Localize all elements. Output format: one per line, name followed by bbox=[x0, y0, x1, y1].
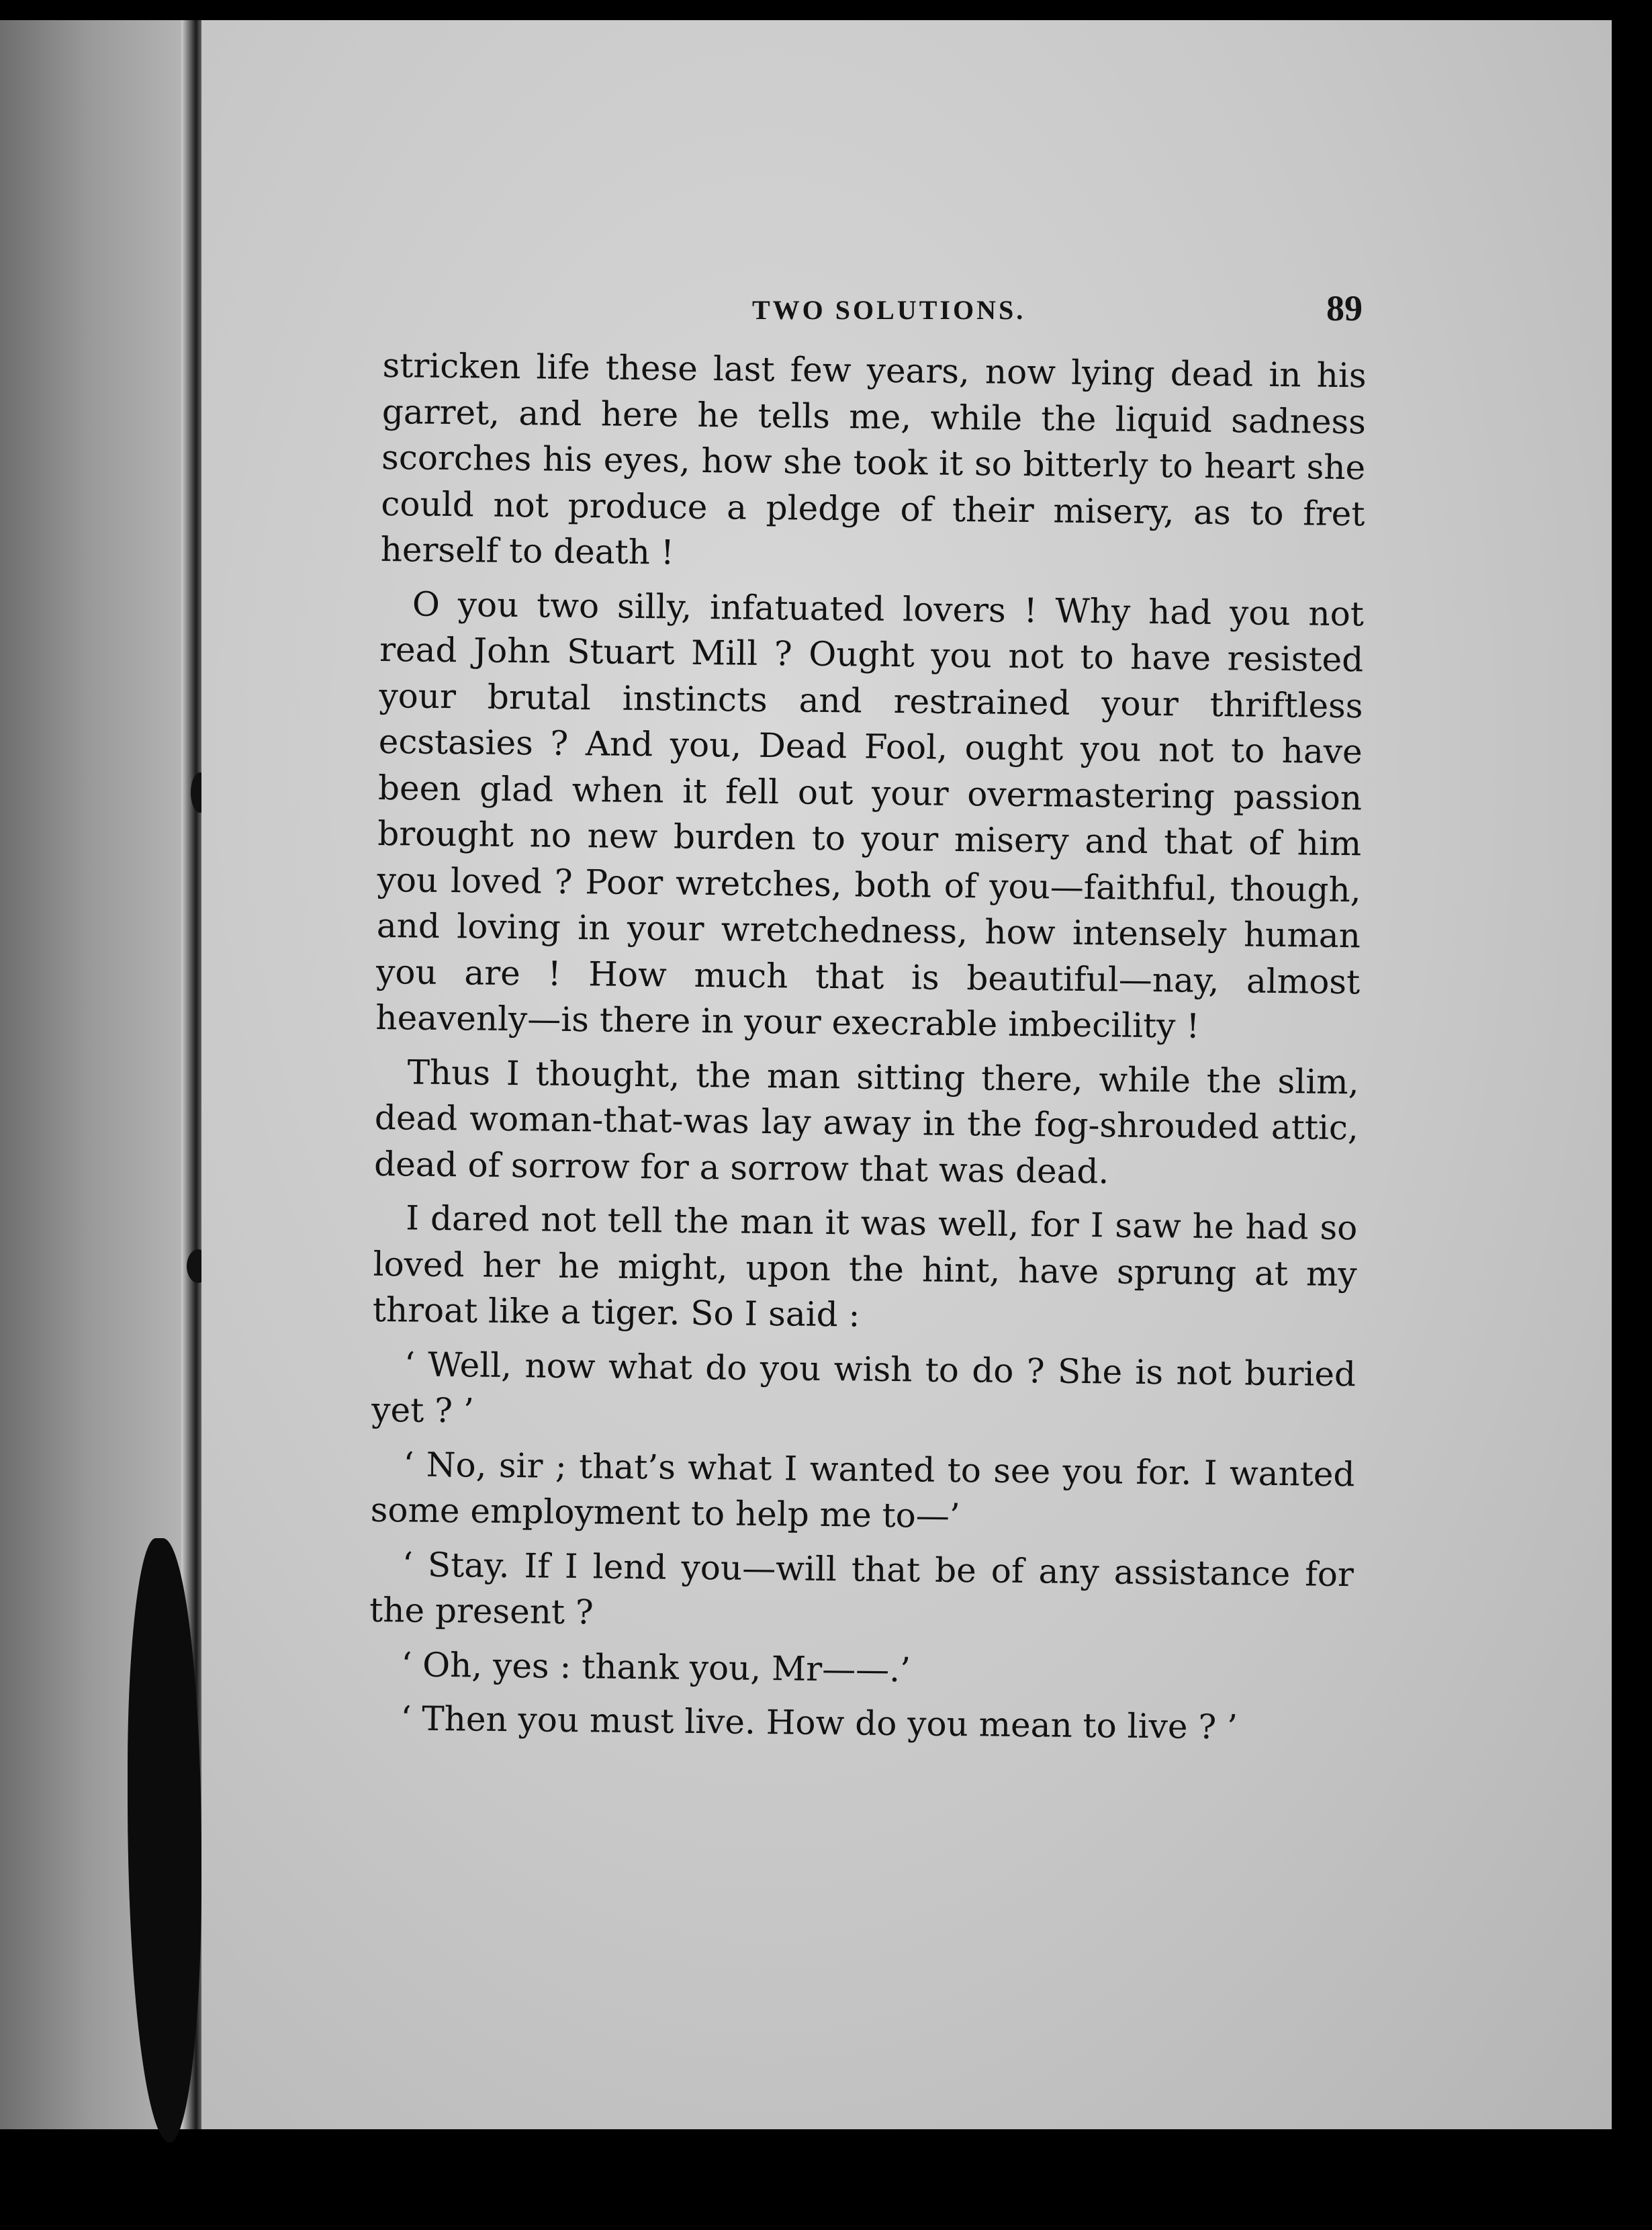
paragraph: stricken life these last few years, now lying dead in his garret, and here he tells me, while the liquid sadness scorches his eyes, how she took it so bitterly to heart she could not produce a pledge of their misery, as to fret herself to death ! bbox=[380, 345, 1367, 572]
paragraph: Thus I thought, the man sitting there, while the slim, dead woman-that-was lay away in the fog-shrouded attic, dead of sorrow for a sorrow that was dead. bbox=[373, 1052, 1359, 1191]
paragraph: ‘ Then you must live. How do you mean to live ? ’ bbox=[400, 1699, 1238, 1747]
running-head: TWO SOLUTIONS. bbox=[752, 295, 1026, 325]
body-text bbox=[368, 343, 1367, 1760]
paragraph: ‘ No, sir ; that’s what I wanted to see you for. I wanted some employment to help me to—’ bbox=[370, 1444, 1355, 1536]
paragraph: ‘ Stay. If I lend you—will that be of any assistance for the present ? bbox=[369, 1544, 1355, 1632]
paragraph: ‘ Well, now what do you wish to do ? She is not buried yet ? ’ bbox=[371, 1344, 1357, 1431]
paragraph: ‘ Oh, yes : thank you, Mr——.’ bbox=[401, 1644, 911, 1689]
paragraph: I dared not tell the man it was well, for I saw he had so loved her he might, upon the hint, have sprung at my throat like a tiger. So I said : bbox=[372, 1198, 1358, 1335]
page-number: 89 bbox=[1326, 288, 1363, 328]
paragraph: O you two silly, infatuated lovers ! Why had you not read John Stuart Mill ? Ought you not to have resisted your brutal instincts and restrained your thriftless ecstasies ? And you, Dead Fool, ought you not to have been glad when it fell out your overmastering passion brought no new burden to your misery and that of him you loved ? Poor wretches, both of you—faithful, though, and loving in your wretchedness, how intensely human you are ! How much that is beautiful—nay, almost heavenly—is there in your execrable imbecility ! bbox=[375, 584, 1365, 1046]
